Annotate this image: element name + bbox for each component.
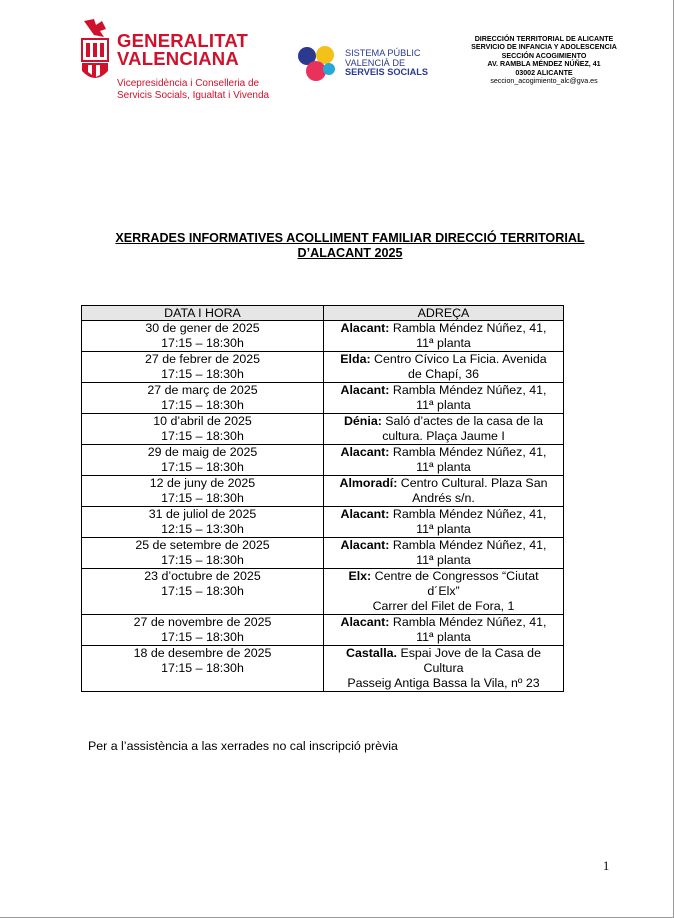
session-time: 17:15 – 18:30h <box>161 491 244 505</box>
table-row <box>82 476 564 507</box>
address-line-2: 11ª planta <box>416 460 471 474</box>
address-line-1: Centro Cívico La Ficia. Avenida <box>370 352 547 366</box>
city-name: Elx: <box>348 569 372 583</box>
date-time-cell <box>82 646 324 692</box>
city-name: Elda: <box>340 352 371 366</box>
date-time-cell <box>82 615 324 646</box>
date-time-cell <box>82 507 324 538</box>
date-time-cell <box>82 538 324 569</box>
generalitat-logo <box>80 19 280 103</box>
table-row <box>82 414 564 445</box>
gva-department: Vicepresidència i Conselleria de Servicis Socials, Igualtat i Vivenda <box>117 78 270 101</box>
address-cell <box>324 615 564 646</box>
address-line-1: Rambla Méndez Núñez, 41, <box>389 507 547 521</box>
address-line-2: d´Elx” <box>427 584 460 598</box>
address-cell <box>324 383 564 414</box>
session-time: 17:15 – 18:30h <box>161 460 244 474</box>
city-name: Dénia: <box>343 414 382 428</box>
table-row <box>82 646 564 692</box>
address-cell <box>324 569 564 615</box>
address-cell <box>324 476 564 507</box>
session-date: 27 de novembre de 2025 <box>133 615 272 629</box>
table-row <box>82 507 564 538</box>
address-line-1: Espai Jove de la Casa de <box>397 646 541 660</box>
session-time: 17:15 – 18:30h <box>161 661 244 675</box>
address-line-3: Carrer del Filet de Fora, 1 <box>372 599 515 613</box>
city-name: Almoradí: <box>339 476 398 490</box>
contact-email[interactable]: seccion_acogimiento_alc@gva.es <box>490 77 598 86</box>
date-time-cell <box>82 321 324 352</box>
date-time-cell <box>82 414 324 445</box>
session-time: 17:15 – 18:30h <box>161 584 244 598</box>
session-date: 12 de juny de 2025 <box>149 476 256 490</box>
table-header-row <box>82 306 564 321</box>
address-cell <box>324 321 564 352</box>
date-time-cell <box>82 445 324 476</box>
schedule-table <box>81 305 564 692</box>
address-cell <box>324 414 564 445</box>
address-line-2: 11ª planta <box>416 336 471 350</box>
address-line-2: 11ª planta <box>416 522 471 536</box>
address-line-2: de Chapí, 36 <box>408 367 479 381</box>
address-line-2: 11ª planta <box>416 553 471 567</box>
session-date: 29 de maig de 2025 <box>147 445 258 459</box>
city-name: Alacant: <box>340 321 390 335</box>
registration-note: Per a l’assistència a las xerrades no cal inscripció prèvia <box>88 739 398 753</box>
date-time-cell <box>82 476 324 507</box>
session-date: 31 de juliol de 2025 <box>148 507 257 521</box>
session-date: 18 de desembre de 2025 <box>133 646 272 660</box>
address-line-2: cultura. Plaça Jaume I <box>382 429 505 443</box>
city-name: Alacant: <box>340 383 390 397</box>
city-name: Alacant: <box>340 445 390 459</box>
address-line-2: 11ª planta <box>416 398 471 412</box>
city-name: Alacant: <box>340 507 390 521</box>
session-time: 12:15 – 13:30h <box>161 522 244 536</box>
session-time: 17:15 – 18:30h <box>161 429 244 443</box>
date-time-cell <box>82 352 324 383</box>
city-name: Castalla. <box>346 646 397 660</box>
session-time: 17:15 – 18:30h <box>161 398 244 412</box>
gva-name: GENERALITAT VALENCIANA <box>117 30 249 69</box>
column-header-address: ADREÇA <box>324 306 564 321</box>
session-date: 27 de febrer de 2025 <box>144 352 261 366</box>
table-row <box>82 352 564 383</box>
address-line-2: 11ª planta <box>416 630 471 644</box>
column-header-date: DATA I HORA <box>82 306 324 321</box>
gva-emblem-icon <box>80 19 110 85</box>
session-date: 30 de gener de 2025 <box>145 321 260 335</box>
address-cell <box>324 538 564 569</box>
date-time-cell <box>82 569 324 615</box>
address-line-2: Cultura <box>423 661 464 675</box>
serveis-socials-text: SISTEMA PÚBLIC VALENCIÀ DE SERVEIS SOCIALS <box>345 48 429 77</box>
address-line-1: Saló d’actes de la casa de la <box>381 414 544 428</box>
address-line-1: Rambla Méndez Núñez, 41, <box>389 615 547 629</box>
session-date: 27 de març de 2025 <box>147 383 258 397</box>
date-time-cell <box>82 383 324 414</box>
address-line-1: Rambla Méndez Núñez, 41, <box>389 321 547 335</box>
table-row <box>82 445 564 476</box>
address-cell <box>324 352 564 383</box>
address-line-1: Rambla Méndez Núñez, 41, <box>389 445 547 459</box>
address-line-2: Andrés s/n. <box>412 491 475 505</box>
table-row <box>82 321 564 352</box>
serveis-socials-logo <box>296 44 446 84</box>
address-line-3: Passeig Antiga Bassa la Vila, nº 23 <box>347 676 540 690</box>
page-number: 1 <box>603 859 610 873</box>
address-line-1: Rambla Méndez Núñez, 41, <box>389 538 547 552</box>
session-date: 10 d’abril de 2025 <box>153 414 252 428</box>
sender-address: DIRECCIÓN TERRITORIAL DE ALICANTE SERVICIO DE INFANCIA Y ADOLESCENCIA SECCIÓN ACOGIMIENTO AV. RAMBLA MÉNDEZ NÚÑEZ, 41 03002 ALICANTE seccion_acogimiento_alc@gva.es <box>464 35 624 85</box>
session-time: 17:15 – 18:30h <box>161 367 244 381</box>
session-date: 25 de setembre de 2025 <box>135 538 270 552</box>
table-row <box>82 538 564 569</box>
session-time: 17:15 – 18:30h <box>161 553 244 567</box>
page-title: XERRADES INFORMATIVES ACOLLIMENT FAMILIAR DIRECCIÓ TERRITORIAL D’ALACANT 2025 <box>115 231 585 260</box>
session-date: 23 d’octubre de 2025 <box>144 569 261 583</box>
address-cell <box>324 445 564 476</box>
city-name: Alacant: <box>340 615 390 629</box>
address-line-1: Centre de Congressos “Ciutat <box>371 569 539 583</box>
address-cell <box>324 646 564 692</box>
session-time: 17:15 – 18:30h <box>161 630 244 644</box>
serveis-socials-emblem-icon <box>296 44 338 84</box>
session-time: 17:15 – 18:30h <box>161 336 244 350</box>
address-line-1: Rambla Méndez Núñez, 41, <box>389 383 547 397</box>
address-line-1: Centro Cultural. Plaza San <box>397 476 548 490</box>
city-name: Alacant: <box>340 538 390 552</box>
table-row <box>82 383 564 414</box>
table-row <box>82 569 564 615</box>
table-row <box>82 615 564 646</box>
address-cell <box>324 507 564 538</box>
